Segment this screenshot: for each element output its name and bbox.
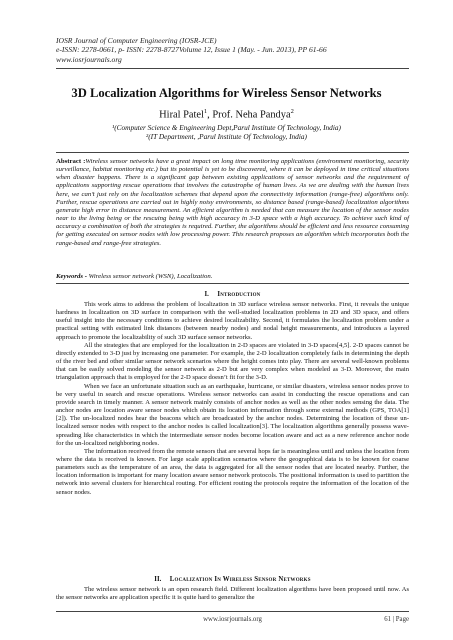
abstract-bottom-rule: [56, 283, 409, 284]
authors: [40, 108, 413, 120]
author-1-sup: 1: [203, 108, 208, 115]
section-2-title: Localization In Wireless Sensor Networks: [169, 576, 311, 583]
section-1-heading: [56, 291, 409, 298]
footer-rule: [56, 611, 409, 612]
author-2: , Prof. Neha Pandya: [207, 109, 291, 121]
section-1-paragraph: The information received from the remote sensors that are several hops far is meaningless until and unless the location from where the data is received is known. For large scale application scenarios where the geographical data is to be known for coarse parameters such as the temperature of an area, the data is aggregated for all the sensor nodes that are located nearby. Further, the location information is important for many location aware sensor network protocols. The positional information is used to partition the network into several clusters for hierarchical routing. For efficient routing the protocols require the information of the location of the sensor nodes.: [56, 447, 409, 496]
abstract-top-rule: [56, 152, 409, 153]
page-number: 61 | Page: [384, 616, 409, 623]
section-1-number: I.: [204, 291, 209, 298]
author-1: Hiral Patel: [159, 109, 204, 121]
affiliation-2: ²(IT Department, ,Parul Institute Of Technology, India): [146, 132, 307, 141]
section-2-body: [56, 586, 409, 602]
author-2-sup: 2: [290, 108, 294, 115]
affiliation-1: ¹(Computer Science & Engineering Dept,Parul Institute Of Technology, India): [112, 123, 341, 132]
keywords: [56, 273, 409, 280]
section-1-body: [56, 301, 409, 497]
section-2-paragraph: The wireless sensor network is an open research field. Different localization algorithms have been proposed until now. As the sensor networks are application specific it is quite hard to generalize the: [56, 586, 409, 602]
abstract-text: Wireless sensor networks have a great impact on long time monitoring applications (environment monitoring, security surveillance, habitat monitoring etc.) but its potential is yet to be discovered, where it can be deployed in time critical situations when disaster happens. There is a significant gap between existing applications of sensor networks and the requirement of applications supporting rescue operations that involves the catastrophe of human lives. As we are dealing with the human lives here, we can’t just rely on the localization schemes that depend upon the connectivity information (range-free) algorithms only. Further, rescue operations are carried out in highly noisy environments, so distance based (range-based) localization algorithms generate high error in distance measurement. An efficient algorithm is needed that can measure the location of the sensor nodes near to the living being or the rescuing being with high accuracy in 3-D space with a high accuracy. To achieve such kind of accuracy a combination of both the strategies is required. Further, the algorithms should be efficient and less resource consuming for getting executed on sensor nodes with low processing power. This research proposes an algorithm which incorporates both the range-based and range-free strategies.: [56, 158, 409, 247]
abstract-label: Abstract :: [56, 158, 86, 165]
section-1-paragraph: When we face an unfortunate situation such as an earthquake, hurricane, or similar disasters, wireless sensor nodes prove to be very useful in search and rescue operations. Wireless sensor networks can assist in conducting the rescue operations and can provide search in timely manner. A sensor network mainly consists of anchor nodes as well as the other nodes sensing the data. The anchor nodes are location aware sensor nodes which obtain its location information through some external methods (GPS, TOA[1][2]). The un-localized nodes hear the beacons which are broadcasted by the anchor nodes. Determining the location of these un-localized sensor nodes with respect to the anchor nodes is called localization[3]. The localization algorithms generally possess wave-spreading like characteristics in which the intermediate sensor nodes become location aware and act as a new reference anchor node for the un-localized neighboring nodes.: [56, 382, 409, 447]
abstract: [56, 158, 409, 248]
section-1-paragraph: All the strategies that are employed for the localization in 2-D spaces are violated in 3-D spaces[4,5]. 2-D spaces cannot be directly extended to 3-D just by increasing one parameter. For example, the 2-D localization completely fails in determining the depth of the river bed and other similar sensor network scenarios where the height comes into play. There are several well-known problems that can be easily solved modeling the sensor network as 2-D but are very complex when modeled as 3-D. Moreover, the main triangulation approach that is employed for the 2-D space doesn’t fit for the 3-D.: [56, 341, 409, 382]
header-rule: [56, 68, 409, 69]
journal-issn: e-ISSN: 2278-0661, p- ISSN: 2278-8727Volume 12, Issue 1 (May. - Jun. 2013), PP 61-66: [56, 45, 327, 55]
paper-title: 3D Localization Algorithms for Wireless Sensor Networks: [71, 86, 382, 100]
section-1-paragraph: This work aims to address the problem of localization in 3D surface wireless sensor networks. First, it reveals the unique hardness in localization on 3D surface in comparison with the well-studied localization problems in 2D and 3D space, and offers useful insight into the necessary conditions to achieve desired localizability. Second, it formulates the localization problem under a practical setting with estimated link distances (between nearby nodes) and nodal height measurements, and introduces a layered approach to promote the localizability of such 3D surface sensor networks.: [56, 301, 409, 341]
journal-header: [56, 36, 327, 64]
footer-website: www.iosrjournals.org: [203, 616, 262, 623]
keywords-label: Keywords -: [56, 273, 89, 280]
section-2-heading: [56, 576, 409, 583]
section-1-title: Introduction: [217, 291, 261, 298]
journal-name: IOSR Journal of Computer Engineering (IOSR-JCE): [56, 36, 217, 45]
keywords-text: Wireless sensor network (WSN), Localization.: [88, 273, 213, 280]
journal-website: www.iosrjournals.org: [56, 54, 122, 64]
section-2-number: II.: [154, 576, 162, 583]
